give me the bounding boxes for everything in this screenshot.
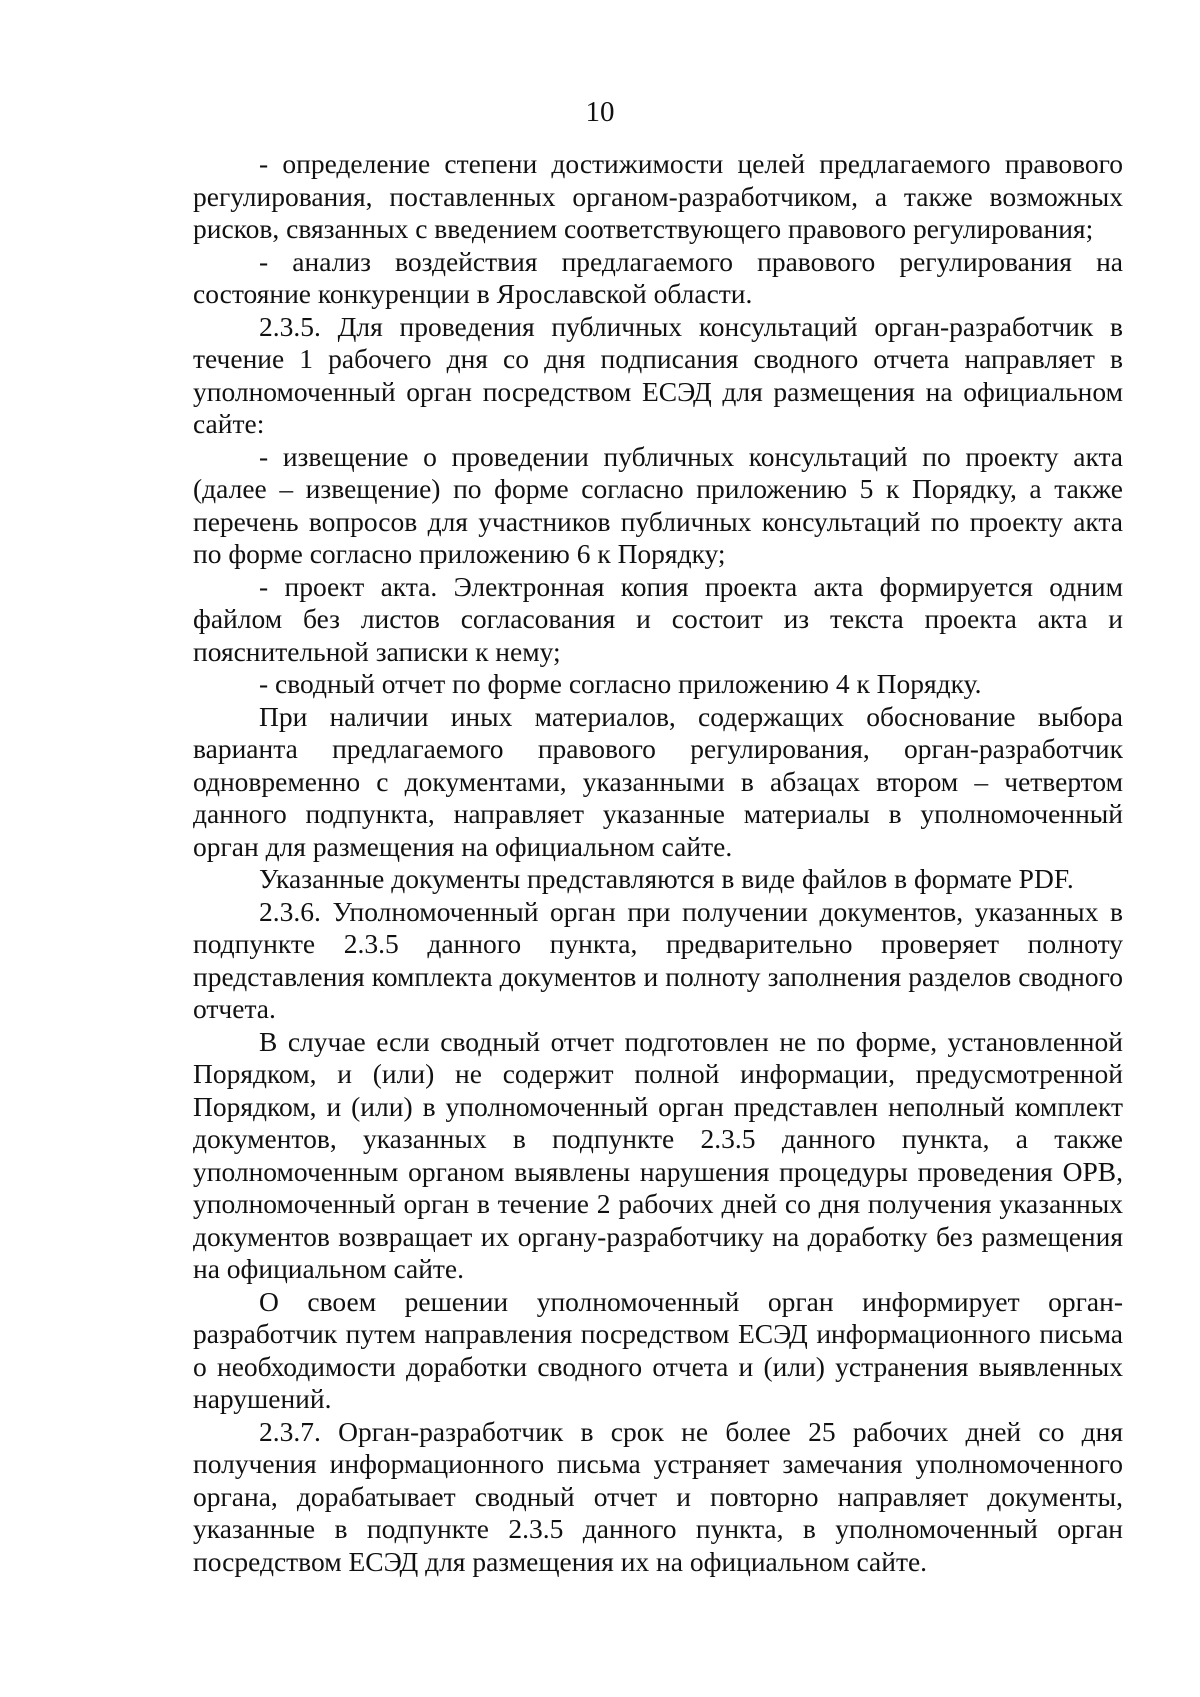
paragraph-3: 2.3.5. Для проведения публичных консультаций орган-разработчик в течение 1 рабочего дня со дня подписания сводного отчета направляет в уполномоченный орган посредством ЕСЭД для размещения на официальном сайте: [193, 310, 1123, 439]
paragraph-9: 2.3.6. Уполномоченный орган при получении документов, указанных в подпункте 2.3.5 данного пункта, предварительно проверяет полноту представления комплекта документов и полноту заполнения разделов сводного отчета. [193, 895, 1123, 1024]
paragraph-7: При наличии иных материалов, содержащих обоснование выбора варианта предлагаемого правового регулирования, орган-разработчик одновременно с документами, указанными в абзацах втором – четвертом данного подпункта, направляет указанные материалы в уполномоченный орган для размещения на официальном сайте. [193, 700, 1123, 862]
paragraph-1: - определение степени достижимости целей предлагаемого правового регулирования, поставленных органом-разработчиком, а также возможных рисков, связанных с введением соответствующего правового регулирования; [193, 148, 1123, 244]
paragraph-2: - анализ воздействия предлагаемого правового регулирования на состояние конкуренции в Ярославской области. [193, 245, 1123, 309]
paragraph-8: Указанные документы представляются в виде файлов в формате PDF. [259, 863, 1074, 894]
document-body [193, 148, 1123, 1578]
paragraph-11: О своем решении уполномоченный орган информирует орган-разработчик путем направления посредством ЕСЭД информационного письма о необходимости доработки сводного отчета и (или) устранения выявленных нарушений. [193, 1285, 1123, 1414]
paragraph-12: 2.3.7. Орган-разработчик в срок не более 25 рабочих дней со дня получения информационного письма устраняет замечания уполномоченного органа, дорабатывает сводный отчет и повторно направляет документы, указанные в подпункте 2.3.5 данного пункта, в уполномоченный орган посредством ЕСЭД для размещения их на официальном сайте. [193, 1415, 1123, 1577]
paragraph-4: - извещение о проведении публичных консультаций по проекту акта (далее – извещение) по форме согласно приложению 5 к Порядку, а также перечень вопросов для участников публичных консультаций по проекту акта по форме согласно приложению 6 к Порядку; [193, 440, 1123, 569]
page-number: 10 [585, 96, 615, 128]
paragraph-6: - сводный отчет по форме согласно приложению 4 к Порядку. [259, 668, 982, 699]
paragraph-5: - проект акта. Электронная копия проекта акта формируется одним файлом без листов согласования и состоит из текста проекта акта и пояснительной записки к нему; [193, 570, 1123, 667]
paragraph-10: В случае если сводный отчет подготовлен не по форме, установленной Порядком, и (или) не содержит полной информации, предусмотренной Порядком, и (или) в уполномоченный орган представлен неполный комплект документов, указанных в подпункте 2.3.5 данного пункта, а также уполномоченным органом выявлены нарушения процедуры проведения ОРВ, уполномоченный орган в течение 2 рабочих дней со дня получения указанных документов возвращает их органу-разработчику на доработку без размещения на официальном сайте. [193, 1025, 1123, 1284]
